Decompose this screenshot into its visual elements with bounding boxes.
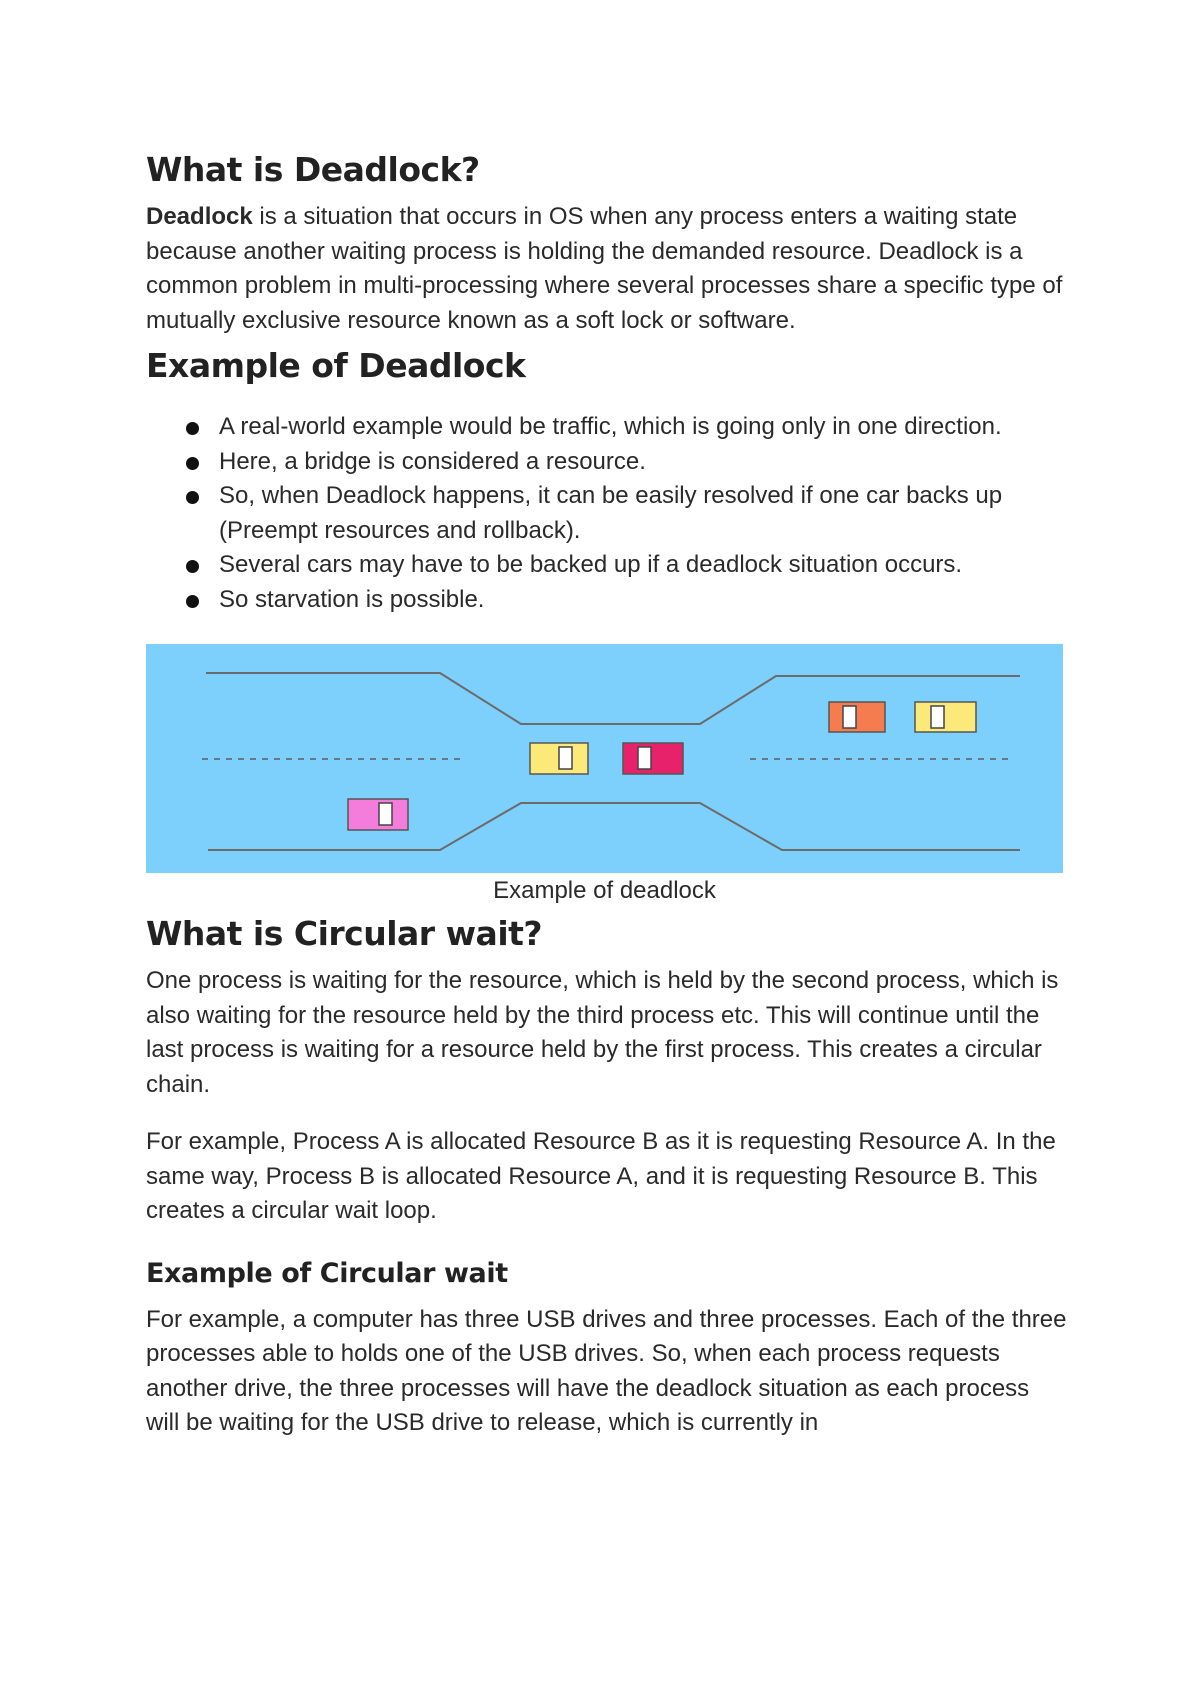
- upper-road-edge-left: [206, 673, 1020, 724]
- deadlock-definition-paragraph: [146, 200, 1068, 338]
- deadlock-bridge-illustration: [146, 644, 1063, 873]
- list-item: [146, 548, 1068, 583]
- document-content: [146, 148, 1068, 1441]
- bullet-icon: [186, 595, 199, 608]
- heading-what-is-circular-wait: What is Circular wait?: [146, 914, 543, 953]
- circular-wait-paragraph-2: For example, Process A is allocated Resource B as it is requesting Resource A. In the same way, Process B is allocated Resource A, and it is requesting Resource B. This creates a circular wait loop.: [146, 1128, 1056, 1224]
- figure-caption: Example of deadlock: [493, 877, 716, 904]
- deadlock-bold-term: Deadlock: [146, 203, 253, 230]
- car-red-bridge-icon: [623, 743, 683, 774]
- list-item-text: Several cars may have to be backed up if a deadlock situation occurs.: [219, 551, 963, 578]
- bullet-icon: [186, 457, 199, 470]
- lower-road-edge: [208, 803, 1020, 850]
- car-orange-icon: [829, 702, 885, 732]
- car-yellow-bridge-icon: [530, 743, 588, 774]
- list-item: [146, 445, 1068, 480]
- circular-wait-paragraph-1: One process is waiting for the resource, which is held by the second process, which is also waiting for the resource held by the third process etc. This will continue until the last process is waiting for a resource held by the first process. This creates a circular chain.: [146, 967, 1059, 1098]
- heading-example-of-deadlock: Example of Deadlock: [146, 346, 526, 385]
- list-item-text: A real-world example would be traffic, which is going only in one direction.: [219, 413, 1002, 440]
- car-yellow-right-icon: [915, 702, 976, 732]
- heading-example-of-circular-wait: Example of Circular wait: [146, 1257, 508, 1289]
- list-item: [146, 410, 1068, 445]
- bullet-icon: [186, 422, 199, 435]
- deadlock-definition-text: is a situation that occurs in OS when any process enters a waiting state because another waiting process is holding the demanded resource. Deadlock is a common problem in multi-processing where several processes share a specific type of mutually exclusive resource known as a soft lock or software.: [146, 203, 1063, 334]
- list-item-text: So starvation is possible.: [219, 585, 485, 613]
- car-pink-icon: [348, 799, 408, 830]
- bullet-icon: [186, 560, 199, 573]
- list-item-text: So, when Deadlock happens, it can be easily resolved if one car backs up (Preempt resources and rollback).: [219, 482, 1003, 544]
- bridge-traffic-svg: [146, 644, 1063, 873]
- list-item: [146, 583, 1068, 618]
- list-item: [146, 479, 1068, 548]
- list-item-text: Here, a bridge is considered a resource.: [219, 447, 646, 475]
- bullet-icon: [186, 491, 199, 504]
- deadlock-example-list: [146, 410, 1068, 617]
- heading-what-is-deadlock: What is Deadlock?: [146, 150, 480, 189]
- circular-wait-example-paragraph: For example, a computer has three USB drives and three processes. Each of the three processes able to holds one of the USB drives. So, when each process requests another drive, the three processes will have the deadlock situation as each process will be waiting for the USB drive to release, which is currently in: [146, 1305, 1067, 1436]
